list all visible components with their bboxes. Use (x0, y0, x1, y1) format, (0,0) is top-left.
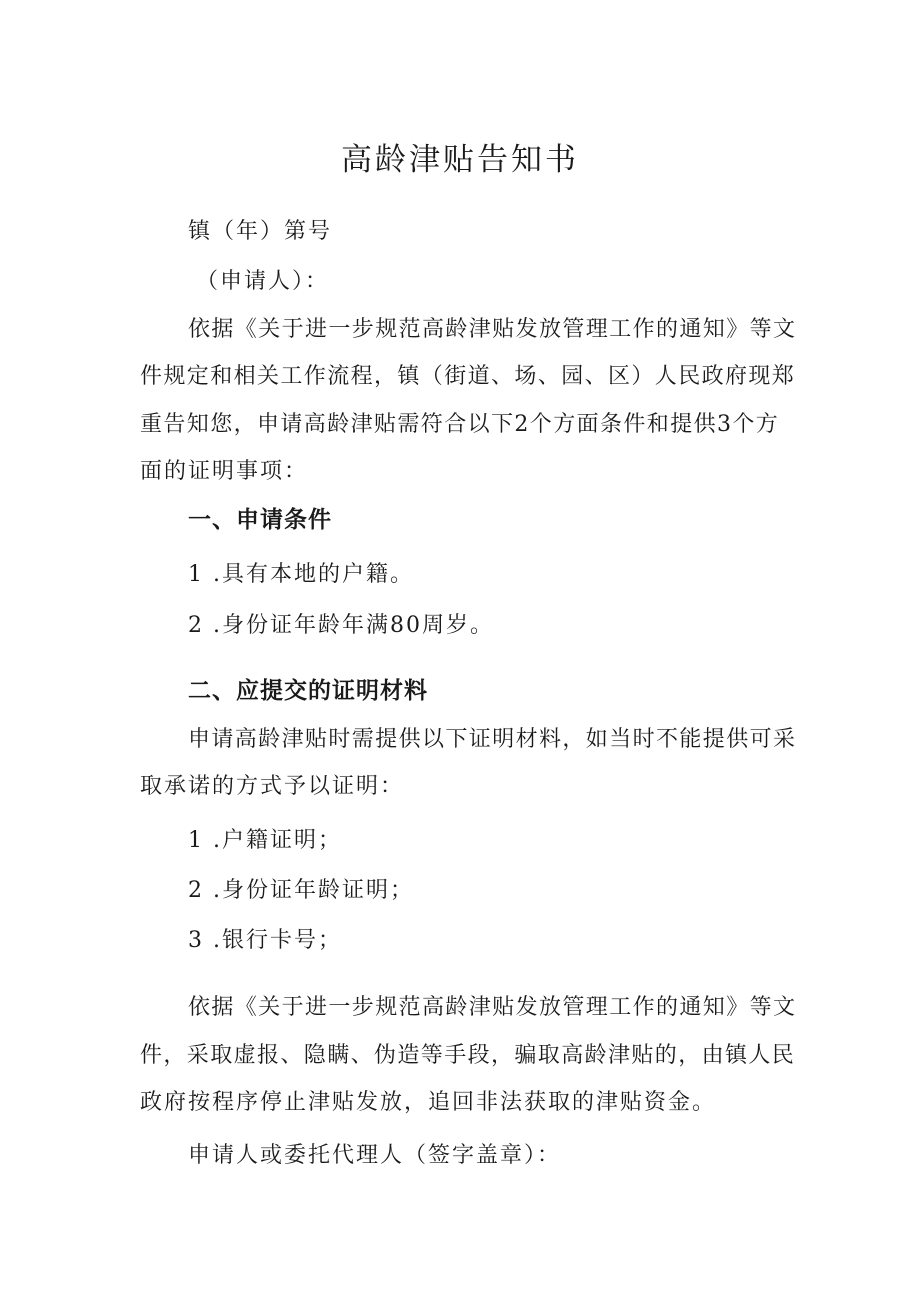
section-2-heading: 二、应提交的证明材料 (188, 678, 428, 704)
intro-line-2: 件规定和相关工作流程，镇（街道、场、园、区）人民政府现郑 (140, 364, 796, 389)
document-title: 高龄津贴告知书 (341, 142, 579, 178)
section-1-item: 2 .身份证年龄年满80周岁。 (188, 613, 494, 638)
closing-line-2: 件，采取虚报、隐瞒、伪造等手段，骗取高龄津贴的，由镇人民 (140, 1043, 796, 1068)
section-1-item: 1 .具有本地的户籍。 (188, 562, 414, 587)
section-2-item: 2 .身份证年龄证明； (188, 878, 414, 903)
section-2-item: 3 .银行卡号； (188, 928, 342, 953)
section-2-intro-line-1: 申请高龄津贴时需提供以下证明材料，如当时不能提供可采 (188, 727, 797, 752)
intro-line-4: 面的证明事项： (140, 459, 309, 484)
section-1-heading: 一、申请条件 (188, 507, 332, 533)
addressee: （申请人）： (196, 269, 330, 294)
intro-line-3: 重告知您，申请高龄津贴需符合以下2个方面条件和提供3个方 (140, 412, 780, 437)
closing-line-3: 政府按程序停止津贴发放，追回非法获取的津贴资金。 (140, 1090, 717, 1115)
signature-line: 申请人或委托代理人（签字盖章）： (188, 1143, 562, 1168)
intro-line-1: 依据《关于进一步规范高龄津贴发放管理工作的通知》等文 (188, 317, 797, 342)
section-2-item: 1 .户籍证明； (188, 828, 342, 853)
document-number: 镇（年）第号 (188, 219, 333, 244)
closing-line-1: 依据《关于进一步规范高龄津贴发放管理工作的通知》等文 (188, 995, 797, 1020)
section-2-intro-line-2: 取承诺的方式予以证明： (140, 774, 405, 799)
